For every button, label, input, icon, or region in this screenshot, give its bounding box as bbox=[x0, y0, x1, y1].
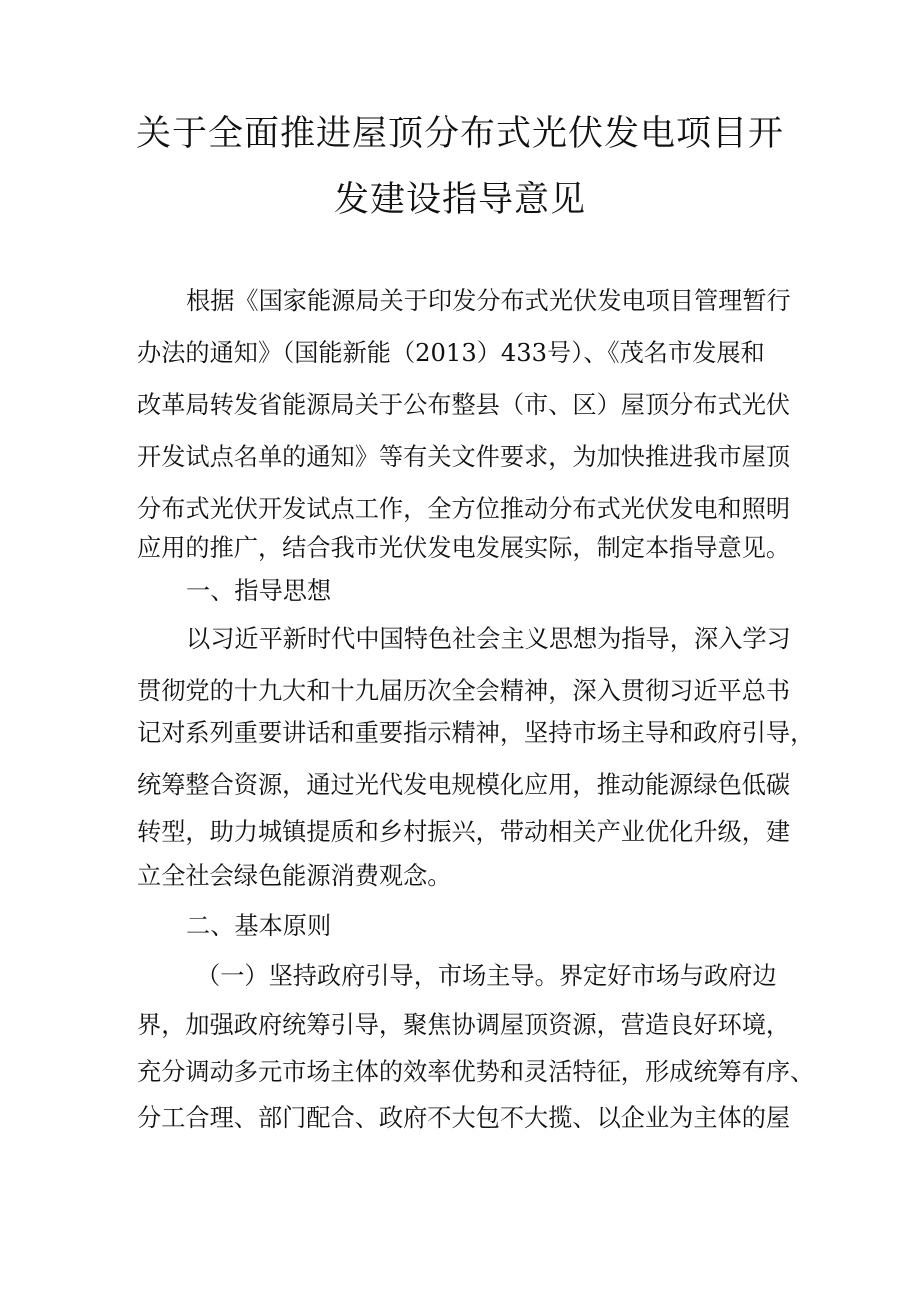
section1-line: 记对系列重要讲话和重要指示精神，坚持市场主导和政府引导， bbox=[137, 719, 815, 747]
section-heading-basic-principles: 二、基本原则 bbox=[186, 912, 332, 940]
section1-line: 贯彻党的十九大和十九届历次全会精神，深入贯彻习近平总书 bbox=[137, 677, 791, 705]
intro-line: 改革局转发省能源局关于公布整县（市、区）屋顶分布式光伏 bbox=[137, 391, 791, 419]
section-heading-guiding-ideology: 一、指导思想 bbox=[186, 577, 332, 605]
document-title-line-1: 关于全面推进屋顶分布式光伏发电项目开 bbox=[135, 114, 784, 154]
section1-line: 统筹整合资源，通过光代发电规模化应用，推动能源绿色低碳 bbox=[137, 771, 791, 799]
intro-line: 根据《国家能源局关于印发分布式光伏发电项目管理暂行 bbox=[186, 287, 791, 315]
section2-line: （一）坚持政府引导，市场主导。界定好市场与政府边 bbox=[196, 962, 777, 990]
intro-line: 开发试点名单的通知》等有关文件要求，为加快推进我市屋顶 bbox=[137, 443, 791, 471]
section1-line: 立全社会绿色能源消费观念。 bbox=[137, 862, 452, 890]
document-title-line-2: 发建设指导意见 bbox=[333, 180, 586, 220]
section2-line: 界，加强政府统筹引导，聚焦协调屋顶资源，营造良好环境， bbox=[137, 1011, 791, 1039]
intro-line: 分布式光伏开发试点工作，全方位推动分布式光伏发电和照明 bbox=[137, 495, 791, 523]
intro-line: 应用的推广，结合我市光伏发电发展实际，制定本指导意见。 bbox=[137, 534, 791, 562]
intro-line: 办法的通知》（国能新能（2013）433号）、《茂名市发展和 bbox=[137, 339, 765, 367]
section2-line: 充分调动多元市场主体的效率优势和灵活特征，形成统筹有序、 bbox=[137, 1058, 815, 1086]
section1-line: 以习近平新时代中国特色社会主义思想为指导，深入学习 bbox=[186, 625, 791, 653]
section1-line: 转型，助力城镇提质和乡村振兴，带动相关产业优化升级，建 bbox=[137, 818, 791, 846]
section2-line: 分工合理、部门配合、政府不大包不大揽、以企业为主体的屋 bbox=[137, 1104, 791, 1132]
